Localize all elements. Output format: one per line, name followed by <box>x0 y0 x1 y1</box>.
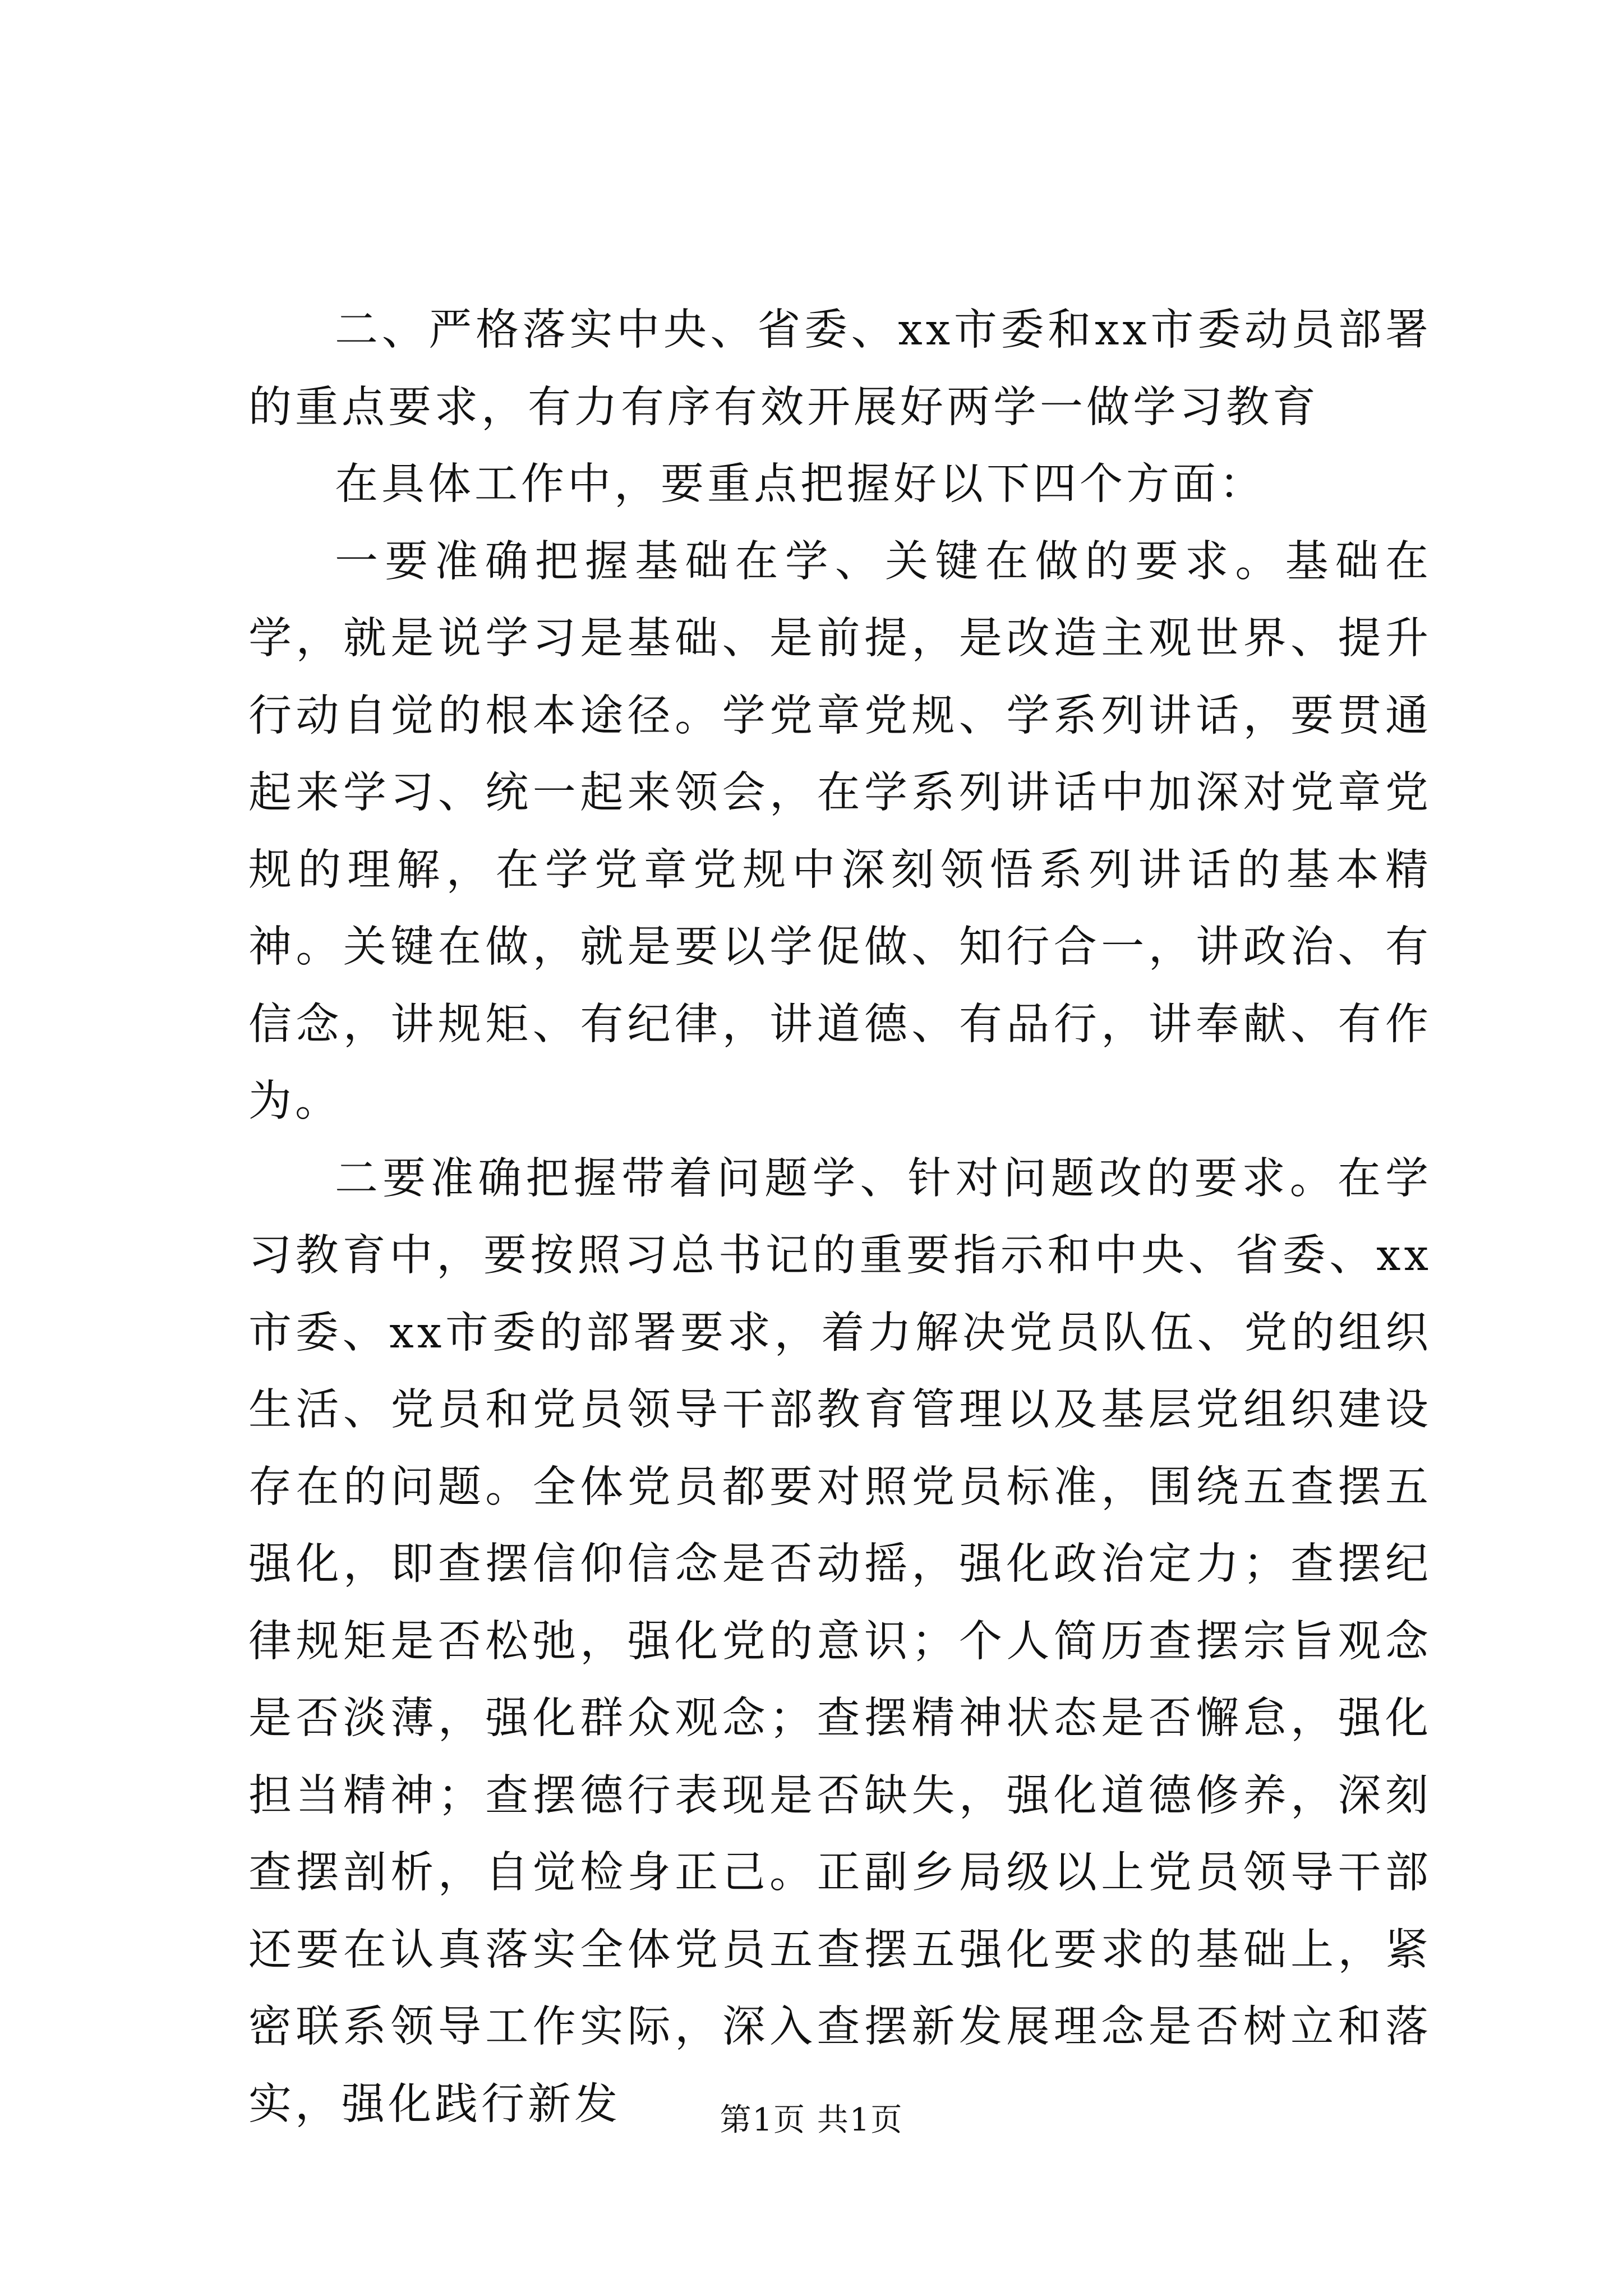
paragraph-point-one: 一要准确把握基础在学、关键在做的要求。基础在学，就是说学习是基础、是前提，是改造主观世界、提升行动自觉的根本途径。学党章党规、学系列讲话，要贯通起来学习、统一起来领会，在学系列讲话中加深对党章党规的理解，在学党章党规中深刻领悟系列讲话的基本精神。关键在做，就是要以学促做、知行合一，讲政治、有信念，讲规矩、有纪律，讲道德、有品行，讲奉献、有作为。 <box>248 536 1432 1126</box>
page-footer: 第1页 共1页 <box>720 2102 903 2138</box>
paragraph-point-two: 二要准确把握带着问题学、针对问题改的要求。在学习教育中，要按照习总书记的重要指示和中央、省委、xx市委、xx市委的部署要求，着力解决党员队伍、党的组织生活、党员和党员领导干部教育管理以及基层党组织建设存在的问题。全体党员都要对照党员标准，围绕五查摆五强化，即查摆信仰信念是否动摇，强化政治定力；查摆纪律规矩是否松弛，强化党的意识；个人简历查摆宗旨观念是否淡薄，强化群众观念；查摆精神状态是否懈怠，强化担当精神；查摆德行表现是否缺失，强化道德修养，深刻查摆剖析，自觉检身正己。正副乡局级以上党员领导干部还要在认真落实全体党员五查摆五强化要求的基础上，紧密联系领导工作实际，深入查摆新发展理念是否树立和落实，强化践行新发 <box>248 1153 1432 2129</box>
paragraph-section-heading: 二、严格落实中央、省委、xx市委和xx市委动员部署的重点要求，有力有序有效开展好两学一做学习教育 <box>248 305 1432 432</box>
paragraph-intro: 在具体工作中，要重点把握好以下四个方面： <box>335 459 1266 509</box>
document-body <box>248 292 1432 2143</box>
